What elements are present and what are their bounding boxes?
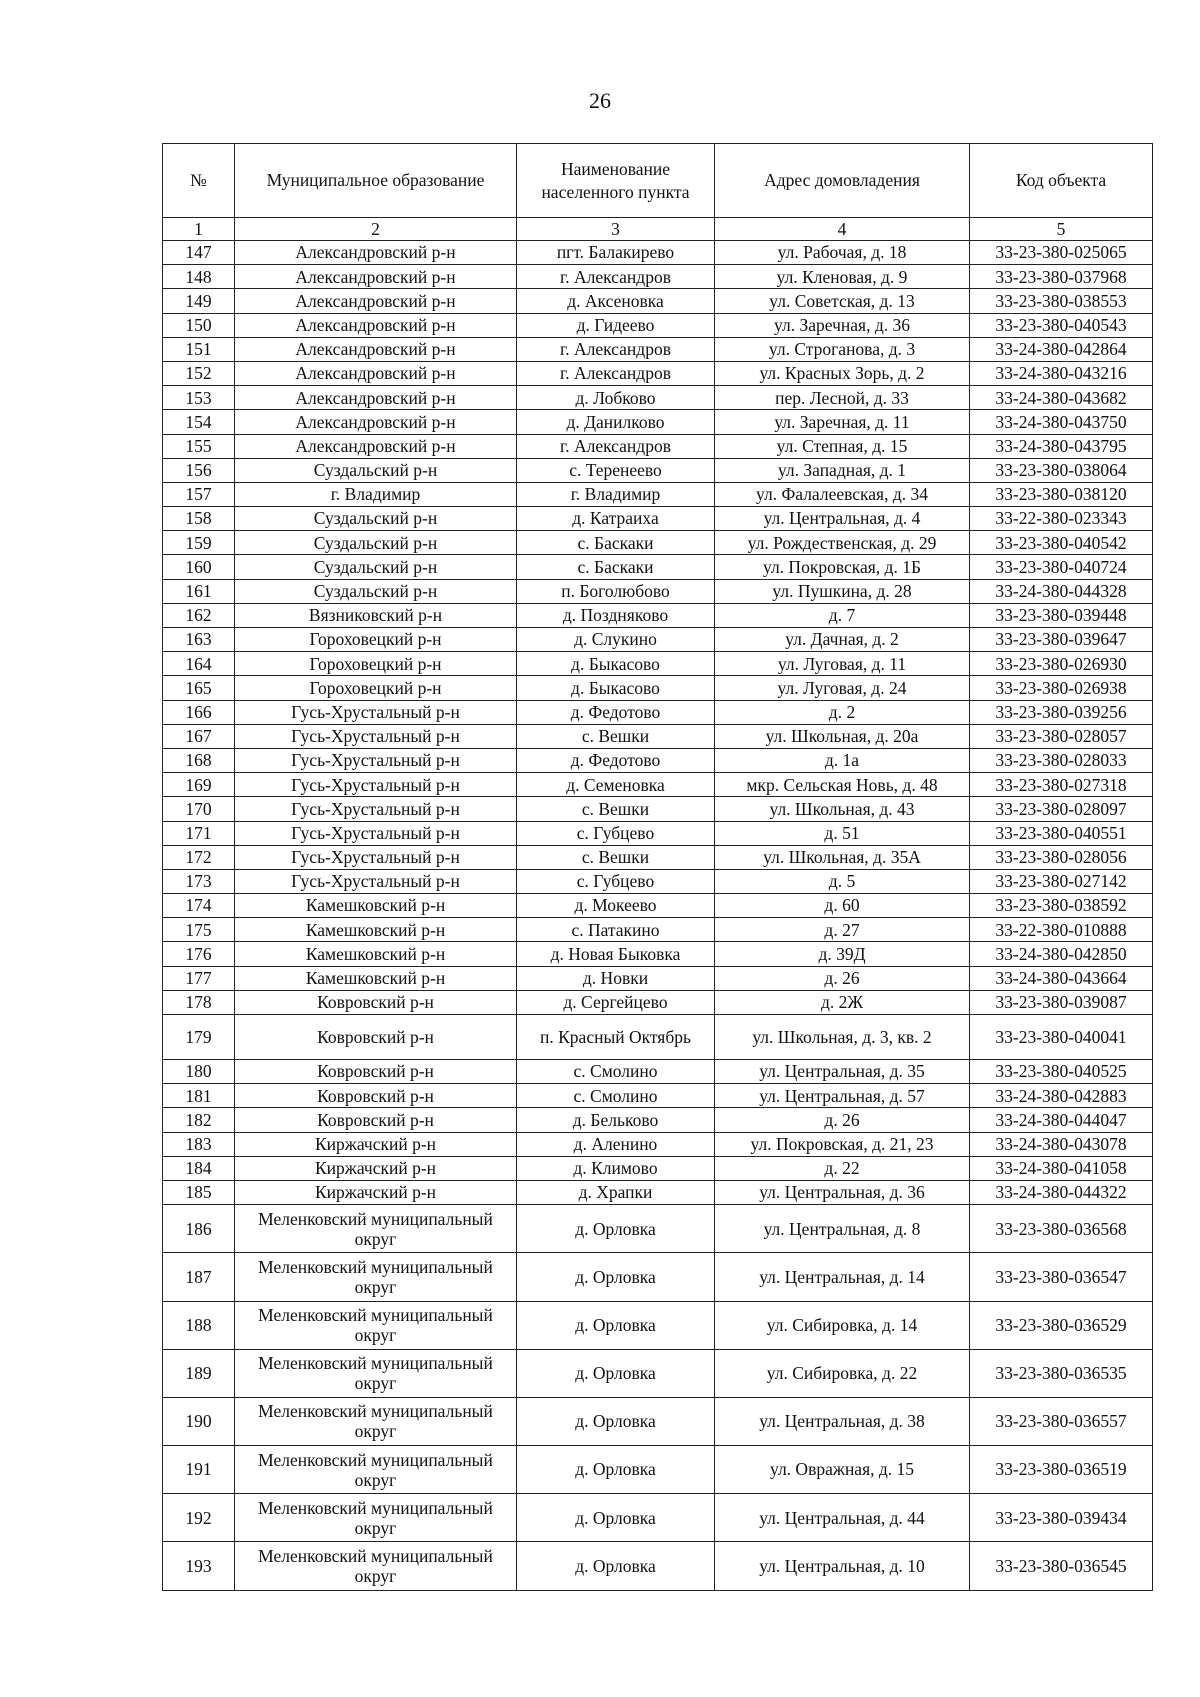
object-code-cell: 33-23-380-037968 <box>970 265 1153 289</box>
settlement-cell: с. Вешки <box>517 797 715 821</box>
municipality-cell: Гороховецкий р-н <box>235 676 517 700</box>
object-code-cell: 33-24-380-043795 <box>970 434 1153 458</box>
settlement-cell: д. Федотово <box>517 700 715 724</box>
row-number-cell: 190 <box>163 1397 235 1445</box>
settlement-cell: п. Боголюбово <box>517 579 715 603</box>
table-row <box>163 1253 1153 1301</box>
table-row <box>163 603 1153 627</box>
row-number-cell: 180 <box>163 1060 235 1084</box>
settlement-cell: д. Лобково <box>517 386 715 410</box>
address-cell: ул. Степная, д. 15 <box>715 434 970 458</box>
object-code-cell: 33-24-380-043664 <box>970 966 1153 990</box>
municipality-cell: Гусь-Хрустальный р-н <box>235 773 517 797</box>
settlement-cell: г. Александров <box>517 337 715 361</box>
address-cell: ул. Пушкина, д. 28 <box>715 579 970 603</box>
row-number-cell: 165 <box>163 676 235 700</box>
address-cell: ул. Центральная, д. 38 <box>715 1397 970 1445</box>
table-row <box>163 1446 1153 1494</box>
row-number-cell: 182 <box>163 1108 235 1132</box>
municipality-cell: Александровский р-н <box>235 361 517 385</box>
row-number-cell: 148 <box>163 265 235 289</box>
object-code-cell: 33-23-380-040724 <box>970 555 1153 579</box>
row-number-cell: 168 <box>163 748 235 772</box>
table-row <box>163 1349 1153 1397</box>
object-code-cell: 33-23-380-040525 <box>970 1060 1153 1084</box>
table-header <box>163 144 1153 241</box>
object-code-cell: 33-22-380-023343 <box>970 507 1153 531</box>
settlement-cell: с. Вешки <box>517 724 715 748</box>
object-code-cell: 33-23-380-038120 <box>970 482 1153 506</box>
municipality-cell: г. Владимир <box>235 482 517 506</box>
row-number-cell: 163 <box>163 628 235 652</box>
settlement-cell: с. Баскаки <box>517 555 715 579</box>
row-number-cell: 158 <box>163 507 235 531</box>
address-cell: ул. Покровская, д. 1Б <box>715 555 970 579</box>
settlement-cell: д. Семеновка <box>517 773 715 797</box>
table-row <box>163 289 1153 313</box>
municipality-cell: Гусь-Хрустальный р-н <box>235 748 517 772</box>
settlement-cell: с. Смолино <box>517 1060 715 1084</box>
table-row <box>163 1542 1153 1590</box>
address-cell: ул. Рабочая, д. 18 <box>715 241 970 265</box>
row-number-cell: 161 <box>163 579 235 603</box>
row-number-cell: 154 <box>163 410 235 434</box>
settlement-cell: с. Смолино <box>517 1084 715 1108</box>
object-code-cell: 33-23-380-028056 <box>970 845 1153 869</box>
object-code-cell: 33-24-380-043750 <box>970 410 1153 434</box>
address-cell: ул. Кленовая, д. 9 <box>715 265 970 289</box>
municipality-cell: Александровский р-н <box>235 410 517 434</box>
settlement-cell: г. Александров <box>517 361 715 385</box>
table-row <box>163 821 1153 845</box>
address-cell: ул. Центральная, д. 44 <box>715 1494 970 1542</box>
address-cell: ул. Школьная, д. 35А <box>715 845 970 869</box>
municipality-cell: Ковровский р-н <box>235 1108 517 1132</box>
table-row <box>163 531 1153 555</box>
table-row <box>163 361 1153 385</box>
table-row <box>163 724 1153 748</box>
row-number-cell: 162 <box>163 603 235 627</box>
address-cell: ул. Школьная, д. 43 <box>715 797 970 821</box>
table-row <box>163 773 1153 797</box>
settlement-cell: п. Красный Октябрь <box>517 1015 715 1060</box>
object-code-cell: 33-24-380-043682 <box>970 386 1153 410</box>
table-row <box>163 1205 1153 1253</box>
object-code-cell: 33-24-380-044322 <box>970 1180 1153 1204</box>
address-cell: ул. Центральная, д. 14 <box>715 1253 970 1301</box>
object-code-cell: 33-23-380-036568 <box>970 1205 1153 1253</box>
objects-table <box>162 143 1153 1591</box>
address-cell: пер. Лесной, д. 33 <box>715 386 970 410</box>
settlement-cell: д. Аленино <box>517 1132 715 1156</box>
address-cell: д. 1а <box>715 748 970 772</box>
table-row <box>163 869 1153 893</box>
municipality-cell: Меленковский муниципальный округ <box>235 1494 517 1542</box>
table-row <box>163 990 1153 1014</box>
table-row <box>163 942 1153 966</box>
settlement-cell: д. Данилково <box>517 410 715 434</box>
header-object-code: Код объекта <box>970 144 1153 218</box>
table-row <box>163 458 1153 482</box>
address-cell: д. 5 <box>715 869 970 893</box>
object-code-cell: 33-23-380-039087 <box>970 990 1153 1014</box>
object-code-cell: 33-24-380-044328 <box>970 579 1153 603</box>
table-row <box>163 1015 1153 1060</box>
row-number-cell: 178 <box>163 990 235 1014</box>
header-address: Адрес домовладения <box>715 144 970 218</box>
settlement-cell: г. Александров <box>517 434 715 458</box>
settlement-cell: с. Губцево <box>517 869 715 893</box>
object-code-cell: 33-23-380-028097 <box>970 797 1153 821</box>
row-number-cell: 166 <box>163 700 235 724</box>
address-cell: д. 22 <box>715 1156 970 1180</box>
column-number: 1 <box>163 218 235 241</box>
address-cell: ул. Центральная, д. 4 <box>715 507 970 531</box>
settlement-cell: д. Новки <box>517 966 715 990</box>
settlement-cell: д. Поздняково <box>517 603 715 627</box>
settlement-cell: д. Храпки <box>517 1180 715 1204</box>
row-number-cell: 152 <box>163 361 235 385</box>
address-cell: ул. Овражная, д. 15 <box>715 1446 970 1494</box>
object-code-cell: 33-23-380-038064 <box>970 458 1153 482</box>
settlement-cell: д. Орловка <box>517 1349 715 1397</box>
address-cell: д. 27 <box>715 918 970 942</box>
municipality-cell: Александровский р-н <box>235 265 517 289</box>
municipality-cell: Александровский р-н <box>235 386 517 410</box>
object-code-cell: 33-23-380-040543 <box>970 313 1153 337</box>
column-number: 4 <box>715 218 970 241</box>
table-row <box>163 1060 1153 1084</box>
row-number-cell: 188 <box>163 1301 235 1349</box>
object-code-cell: 33-23-380-038592 <box>970 894 1153 918</box>
header-settlement: Наименование населенного пункта <box>517 144 715 218</box>
table-row <box>163 579 1153 603</box>
row-number-cell: 169 <box>163 773 235 797</box>
row-number-cell: 179 <box>163 1015 235 1060</box>
object-code-cell: 33-23-380-036545 <box>970 1542 1153 1590</box>
settlement-cell: г. Александров <box>517 265 715 289</box>
row-number-cell: 185 <box>163 1180 235 1204</box>
row-number-cell: 155 <box>163 434 235 458</box>
table-row <box>163 434 1153 458</box>
municipality-cell: Ковровский р-н <box>235 990 517 1014</box>
row-number-cell: 177 <box>163 966 235 990</box>
settlement-cell: д. Орловка <box>517 1494 715 1542</box>
row-number-cell: 175 <box>163 918 235 942</box>
table-row <box>163 676 1153 700</box>
settlement-cell: д. Орловка <box>517 1253 715 1301</box>
table-row <box>163 555 1153 579</box>
object-code-cell: 33-23-380-039256 <box>970 700 1153 724</box>
row-number-cell: 183 <box>163 1132 235 1156</box>
address-cell: ул. Центральная, д. 36 <box>715 1180 970 1204</box>
municipality-cell: Камешковский р-н <box>235 942 517 966</box>
object-code-cell: 33-24-380-041058 <box>970 1156 1153 1180</box>
municipality-cell: Меленковский муниципальный округ <box>235 1205 517 1253</box>
table-row <box>163 507 1153 531</box>
address-cell: ул. Западная, д. 1 <box>715 458 970 482</box>
table-row <box>163 337 1153 361</box>
table-row <box>163 1180 1153 1204</box>
object-code-cell: 33-23-380-040041 <box>970 1015 1153 1060</box>
settlement-cell: с. Патакино <box>517 918 715 942</box>
address-cell: ул. Центральная, д. 35 <box>715 1060 970 1084</box>
municipality-cell: Гусь-Хрустальный р-н <box>235 845 517 869</box>
row-number-cell: 153 <box>163 386 235 410</box>
address-cell: ул. Центральная, д. 10 <box>715 1542 970 1590</box>
header-row <box>163 144 1153 218</box>
municipality-cell: Гороховецкий р-н <box>235 628 517 652</box>
address-cell: ул. Покровская, д. 21, 23 <box>715 1132 970 1156</box>
address-cell: ул. Центральная, д. 8 <box>715 1205 970 1253</box>
municipality-cell: Камешковский р-н <box>235 894 517 918</box>
municipality-cell: Александровский р-н <box>235 337 517 361</box>
municipality-cell: Киржачский р-н <box>235 1156 517 1180</box>
object-code-cell: 33-23-380-028057 <box>970 724 1153 748</box>
municipality-cell: Меленковский муниципальный округ <box>235 1349 517 1397</box>
row-number-cell: 181 <box>163 1084 235 1108</box>
row-number-cell: 150 <box>163 313 235 337</box>
address-cell: ул. Сибировка, д. 14 <box>715 1301 970 1349</box>
municipality-cell: Гусь-Хрустальный р-н <box>235 869 517 893</box>
municipality-cell: Александровский р-н <box>235 434 517 458</box>
table-row <box>163 1084 1153 1108</box>
municipality-cell: Суздальский р-н <box>235 555 517 579</box>
table-row <box>163 797 1153 821</box>
settlement-cell: с. Теренеево <box>517 458 715 482</box>
row-number-cell: 167 <box>163 724 235 748</box>
address-cell: д. 2Ж <box>715 990 970 1014</box>
table-row <box>163 265 1153 289</box>
table-row <box>163 1132 1153 1156</box>
municipality-cell: Суздальский р-н <box>235 507 517 531</box>
settlement-cell: д. Федотово <box>517 748 715 772</box>
table-row <box>163 918 1153 942</box>
settlement-cell: д. Орловка <box>517 1205 715 1253</box>
row-number-cell: 149 <box>163 289 235 313</box>
object-code-cell: 33-23-380-039434 <box>970 1494 1153 1542</box>
object-code-cell: 33-23-380-027318 <box>970 773 1153 797</box>
object-code-cell: 33-23-380-025065 <box>970 241 1153 265</box>
address-cell: ул. Луговая, д. 11 <box>715 652 970 676</box>
row-number-cell: 192 <box>163 1494 235 1542</box>
settlement-cell: д. Бельково <box>517 1108 715 1132</box>
table-row <box>163 845 1153 869</box>
object-code-cell: 33-23-380-026938 <box>970 676 1153 700</box>
object-code-cell: 33-24-380-044047 <box>970 1108 1153 1132</box>
municipality-cell: Гусь-Хрустальный р-н <box>235 797 517 821</box>
table-row <box>163 1494 1153 1542</box>
table-row <box>163 1108 1153 1132</box>
address-cell: ул. Строганова, д. 3 <box>715 337 970 361</box>
object-code-cell: 33-23-380-036547 <box>970 1253 1153 1301</box>
municipality-cell: Александровский р-н <box>235 313 517 337</box>
municipality-cell: Меленковский муниципальный округ <box>235 1397 517 1445</box>
row-number-cell: 184 <box>163 1156 235 1180</box>
municipality-cell: Ковровский р-н <box>235 1060 517 1084</box>
settlement-cell: д. Орловка <box>517 1397 715 1445</box>
address-cell: ул. Школьная, д. 20а <box>715 724 970 748</box>
municipality-cell: Александровский р-н <box>235 289 517 313</box>
settlement-cell: д. Мокеево <box>517 894 715 918</box>
table-row <box>163 748 1153 772</box>
municipality-cell: Гусь-Хрустальный р-н <box>235 724 517 748</box>
municipality-cell: Киржачский р-н <box>235 1180 517 1204</box>
column-number: 2 <box>235 218 517 241</box>
municipality-cell: Меленковский муниципальный округ <box>235 1542 517 1590</box>
row-number-cell: 173 <box>163 869 235 893</box>
object-code-cell: 33-24-380-043216 <box>970 361 1153 385</box>
object-code-cell: 33-23-380-027142 <box>970 869 1153 893</box>
column-number: 5 <box>970 218 1153 241</box>
object-code-cell: 33-23-380-039448 <box>970 603 1153 627</box>
address-cell: ул. Заречная, д. 11 <box>715 410 970 434</box>
settlement-cell: с. Баскаки <box>517 531 715 555</box>
object-code-cell: 33-23-380-036529 <box>970 1301 1153 1349</box>
row-number-cell: 176 <box>163 942 235 966</box>
row-number-cell: 186 <box>163 1205 235 1253</box>
settlement-cell: д. Аксеновка <box>517 289 715 313</box>
table-row <box>163 241 1153 265</box>
address-cell: ул. Рождественская, д. 29 <box>715 531 970 555</box>
object-code-cell: 33-23-380-026930 <box>970 652 1153 676</box>
table-row <box>163 482 1153 506</box>
settlement-cell: д. Сергейцево <box>517 990 715 1014</box>
row-number-cell: 193 <box>163 1542 235 1590</box>
municipality-cell: Александровский р-н <box>235 241 517 265</box>
municipality-cell: Гусь-Хрустальный р-н <box>235 700 517 724</box>
header-number: № <box>163 144 235 218</box>
address-cell: мкр. Сельская Новь, д. 48 <box>715 773 970 797</box>
table-row <box>163 1397 1153 1445</box>
municipality-cell: Киржачский р-н <box>235 1132 517 1156</box>
municipality-cell: Камешковский р-н <box>235 966 517 990</box>
page-number: 26 <box>589 88 611 113</box>
municipality-cell: Меленковский муниципальный округ <box>235 1446 517 1494</box>
row-number-cell: 174 <box>163 894 235 918</box>
municipality-cell: Суздальский р-н <box>235 579 517 603</box>
object-code-cell: 33-22-380-010888 <box>970 918 1153 942</box>
table-container <box>162 143 1153 1591</box>
municipality-cell: Камешковский р-н <box>235 918 517 942</box>
table-row <box>163 410 1153 434</box>
settlement-cell: пгт. Балакирево <box>517 241 715 265</box>
row-number-cell: 151 <box>163 337 235 361</box>
row-number-cell: 147 <box>163 241 235 265</box>
settlement-cell: д. Орловка <box>517 1301 715 1349</box>
object-code-cell: 33-24-380-043078 <box>970 1132 1153 1156</box>
address-cell: ул. Сибировка, д. 22 <box>715 1349 970 1397</box>
municipality-cell: Вязниковский р-н <box>235 603 517 627</box>
address-cell: д. 26 <box>715 1108 970 1132</box>
settlement-cell: с. Вешки <box>517 845 715 869</box>
object-code-cell: 33-23-380-036519 <box>970 1446 1153 1494</box>
object-code-cell: 33-24-380-042864 <box>970 337 1153 361</box>
table-row <box>163 386 1153 410</box>
address-cell: д. 60 <box>715 894 970 918</box>
table-row <box>163 1301 1153 1349</box>
address-cell: д. 39Д <box>715 942 970 966</box>
municipality-cell: Суздальский р-н <box>235 531 517 555</box>
object-code-cell: 33-23-380-040551 <box>970 821 1153 845</box>
settlement-cell: д. Быкасово <box>517 676 715 700</box>
object-code-cell: 33-23-380-036535 <box>970 1349 1153 1397</box>
row-number-cell: 171 <box>163 821 235 845</box>
address-cell: ул. Заречная, д. 36 <box>715 313 970 337</box>
row-number-cell: 191 <box>163 1446 235 1494</box>
settlement-cell: д. Орловка <box>517 1542 715 1590</box>
address-cell: д. 2 <box>715 700 970 724</box>
address-cell: ул. Дачная, д. 2 <box>715 628 970 652</box>
municipality-cell: Ковровский р-н <box>235 1015 517 1060</box>
address-cell: д. 26 <box>715 966 970 990</box>
table-row <box>163 1156 1153 1180</box>
table-body <box>163 241 1153 1591</box>
table-row <box>163 894 1153 918</box>
settlement-cell: д. Катраиха <box>517 507 715 531</box>
object-code-cell: 33-23-380-038553 <box>970 289 1153 313</box>
municipality-cell: Гусь-Хрустальный р-н <box>235 821 517 845</box>
settlement-cell: д. Новая Быковка <box>517 942 715 966</box>
row-number-cell: 160 <box>163 555 235 579</box>
row-number-cell: 189 <box>163 1349 235 1397</box>
row-number-cell: 157 <box>163 482 235 506</box>
settlement-cell: д. Быкасово <box>517 652 715 676</box>
address-cell: д. 7 <box>715 603 970 627</box>
table-row <box>163 313 1153 337</box>
row-number-cell: 170 <box>163 797 235 821</box>
municipality-cell: Меленковский муниципальный округ <box>235 1253 517 1301</box>
object-code-cell: 33-24-380-042883 <box>970 1084 1153 1108</box>
row-number-cell: 156 <box>163 458 235 482</box>
row-number-cell: 172 <box>163 845 235 869</box>
object-code-cell: 33-23-380-040542 <box>970 531 1153 555</box>
table-row <box>163 652 1153 676</box>
municipality-cell: Гороховецкий р-н <box>235 652 517 676</box>
row-number-cell: 187 <box>163 1253 235 1301</box>
settlement-cell: д. Слукино <box>517 628 715 652</box>
address-cell: ул. Красных Зорь, д. 2 <box>715 361 970 385</box>
settlement-cell: с. Губцево <box>517 821 715 845</box>
address-cell: ул. Советская, д. 13 <box>715 289 970 313</box>
address-cell: д. 51 <box>715 821 970 845</box>
row-number-cell: 159 <box>163 531 235 555</box>
address-cell: ул. Школьная, д. 3, кв. 2 <box>715 1015 970 1060</box>
object-code-cell: 33-23-380-039647 <box>970 628 1153 652</box>
object-code-cell: 33-23-380-036557 <box>970 1397 1153 1445</box>
address-cell: ул. Фалалеевская, д. 34 <box>715 482 970 506</box>
municipality-cell: Суздальский р-н <box>235 458 517 482</box>
settlement-cell: д. Климово <box>517 1156 715 1180</box>
column-number: 3 <box>517 218 715 241</box>
table-row <box>163 700 1153 724</box>
municipality-cell: Ковровский р-н <box>235 1084 517 1108</box>
address-cell: ул. Центральная, д. 57 <box>715 1084 970 1108</box>
table-row <box>163 628 1153 652</box>
column-number-row <box>163 218 1153 241</box>
municipality-cell: Меленковский муниципальный округ <box>235 1301 517 1349</box>
settlement-cell: г. Владимир <box>517 482 715 506</box>
object-code-cell: 33-23-380-028033 <box>970 748 1153 772</box>
settlement-cell: д. Гидеево <box>517 313 715 337</box>
row-number-cell: 164 <box>163 652 235 676</box>
table-row <box>163 966 1153 990</box>
object-code-cell: 33-24-380-042850 <box>970 942 1153 966</box>
address-cell: ул. Луговая, д. 24 <box>715 676 970 700</box>
header-municipality: Муниципальное образование <box>235 144 517 218</box>
settlement-cell: д. Орловка <box>517 1446 715 1494</box>
